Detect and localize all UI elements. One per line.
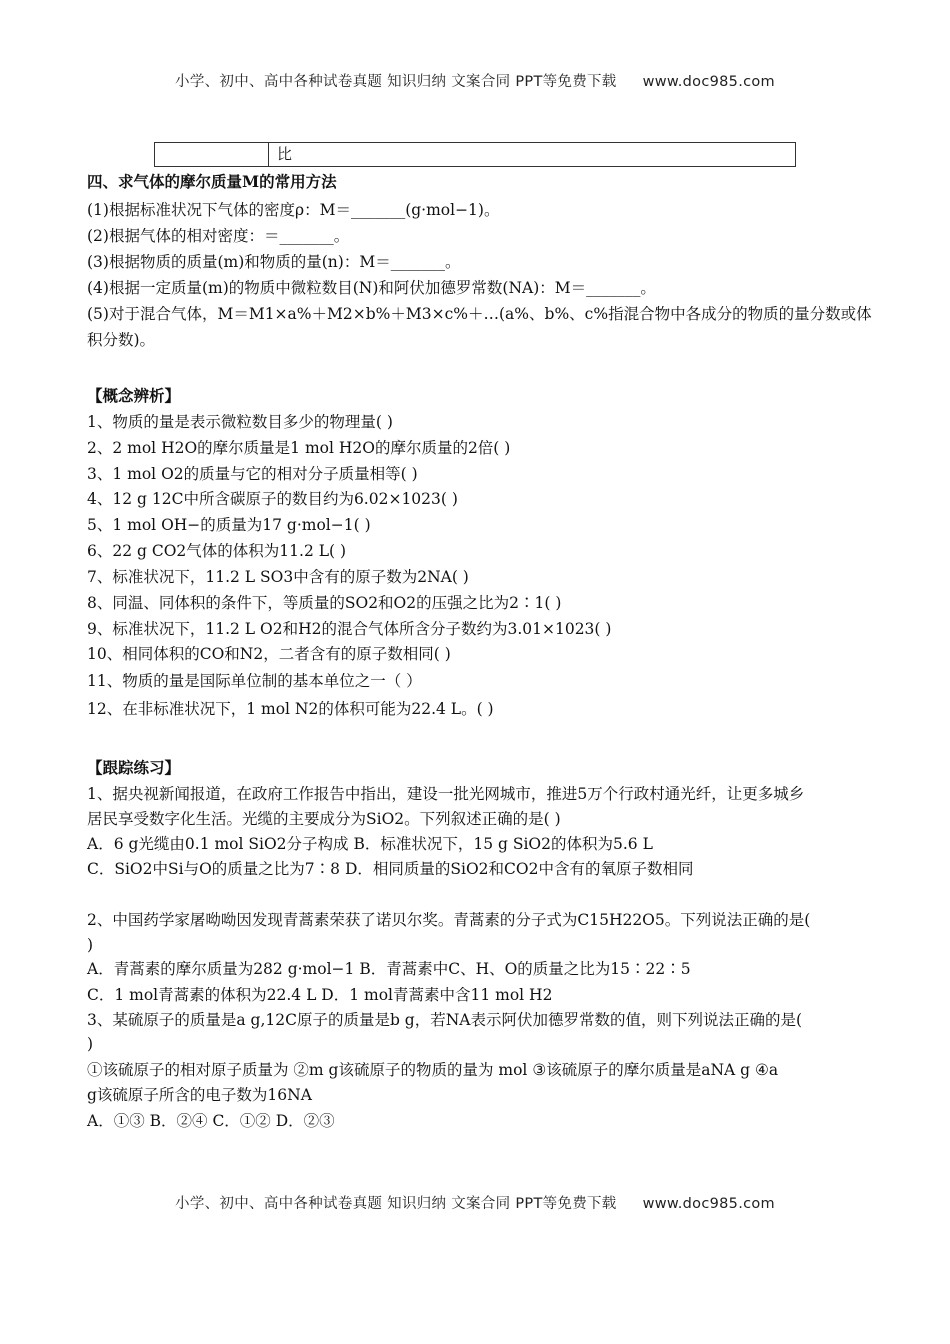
concept-q1: 1、物质的量是表示微粒数目多少的物理量( ) bbox=[87, 413, 393, 431]
practice-p1-options-cd: C．SiO2中Si与O的质量之比为7∶8 D．相同质量的SiO2和CO2中含有的氧原子数相同 bbox=[87, 860, 694, 878]
practice-p3-line4: g该硫原子所含的电子数为16NA bbox=[87, 1086, 312, 1104]
section4-item5-line2: 积分数)。 bbox=[87, 331, 156, 349]
practice-p3-options: A．①③ B．②④ C．①② D．②③ bbox=[87, 1112, 335, 1130]
fragment-cell-1 bbox=[155, 143, 269, 167]
section4-title: 四、求气体的摩尔质量M的常用方法 bbox=[87, 172, 337, 191]
section4-item4: (4)根据一定质量(m)的物质中微粒数目(N)和阿伏加德罗常数(NA)：M＝_______。 bbox=[87, 279, 656, 297]
practice-p3-line3: ①该硫原子的相对原子质量为 ②m g该硫原子的物质的量为 mol ③该硫原子的摩尔质量是aNA g ④a bbox=[87, 1061, 779, 1079]
section4-item2: (2)根据气体的相对密度：＝_______。 bbox=[87, 227, 350, 245]
concept-q2: 2、2 mol H2O的摩尔质量是1 mol H2O的摩尔质量的2倍( ) bbox=[87, 439, 511, 457]
fragment-table bbox=[154, 142, 796, 167]
concept-title: 【概念辨析】 bbox=[87, 386, 181, 405]
fragment-cell-2: 比 bbox=[269, 143, 796, 167]
page-footer bbox=[0, 1192, 950, 1213]
concept-q3: 3、1 mol O2的质量与它的相对分子质量相等( ) bbox=[87, 465, 418, 483]
practice-p2-line1: 2、中国药学家屠呦呦因发现青蒿素荣获了诺贝尔奖。青蒿素的分子式为C15H22O5。下列说法正确的是( bbox=[87, 911, 811, 929]
practice-p2-options-ab: A．青蒿素的摩尔质量为282 g·mol−1 B．青蒿素中C、H、O的质量之比为15∶22∶5 bbox=[87, 960, 691, 978]
practice-p1-line1: 1、据央视新闻报道，在政府工作报告中指出，建设一批光网城市，推进5万个行政村通光纤，让更多城乡 bbox=[87, 785, 805, 803]
concept-q12: 12、在非标准状况下，1 mol N2的体积可能为22.4 L。( ) bbox=[87, 700, 494, 718]
concept-q7: 7、标准状况下，11.2 L SO3中含有的原子数为2NA( ) bbox=[87, 568, 469, 586]
footer-site: www.doc985.com bbox=[642, 1196, 775, 1212]
concept-q11: 11、物质的量是国际单位制的基本单位之一（ ） bbox=[87, 672, 422, 690]
concept-q4: 4、12 g 12C中所含碳原子的数目约为6.02×1023( ) bbox=[87, 490, 458, 508]
concept-q5: 5、1 mol OH−的质量为17 g·mol−1( ) bbox=[87, 516, 371, 534]
practice-p1-options-ab: A．6 g光缆由0.1 mol SiO2分子构成 B．标准状况下，15 g SiO2的体积为5.6 L bbox=[87, 835, 653, 853]
concept-q10: 10、相同体积的CO和N2，二者含有的原子数相同( ) bbox=[87, 645, 451, 663]
concept-q9: 9、标准状况下，11.2 L O2和H2的混合气体所含分子数约为3.01×1023( ) bbox=[87, 620, 612, 638]
practice-p2-options-cd: C．1 mol青蒿素的体积为22.4 L D．1 mol青蒿素中含11 mol H2 bbox=[87, 986, 553, 1004]
practice-title: 【跟踪练习】 bbox=[87, 758, 181, 777]
concept-q6: 6、22 g CO2气体的体积为11.2 L( ) bbox=[87, 542, 347, 560]
section4-item1: (1)根据标准状况下气体的密度ρ：M＝_______(g·mol−1)。 bbox=[87, 201, 500, 219]
practice-p1-line2: 居民享受数字化生活。光缆的主要成分为SiO2。下列叙述正确的是( ) bbox=[87, 810, 561, 828]
header-text: 小学、初中、高中各种试卷真题 知识归纳 文案合同 PPT等免费下载 bbox=[175, 74, 617, 90]
section4-item5-line1: (5)对于混合气体，M＝M1×a%＋M2×b%＋M3×c%＋…(a%、b%、c%指混合物中各成分的物质的量分数或体 bbox=[87, 305, 872, 323]
footer-text: 小学、初中、高中各种试卷真题 知识归纳 文案合同 PPT等免费下载 bbox=[175, 1196, 617, 1212]
practice-p2-line2: ) bbox=[87, 936, 94, 954]
concept-q8: 8、同温、同体积的条件下，等质量的SO2和O2的压强之比为2∶1( ) bbox=[87, 594, 562, 612]
practice-p3-line1: 3、某硫原子的质量是a g,12C原子的质量是b g，若NA表示阿伏加德罗常数的值，则下列说法正确的是( bbox=[87, 1011, 803, 1029]
header-site: www.doc985.com bbox=[642, 74, 775, 90]
page-header bbox=[0, 70, 950, 91]
section4-item3: (3)根据物质的质量(m)和物质的量(n)：M＝_______。 bbox=[87, 253, 461, 271]
practice-p3-line2: ) bbox=[87, 1035, 94, 1053]
